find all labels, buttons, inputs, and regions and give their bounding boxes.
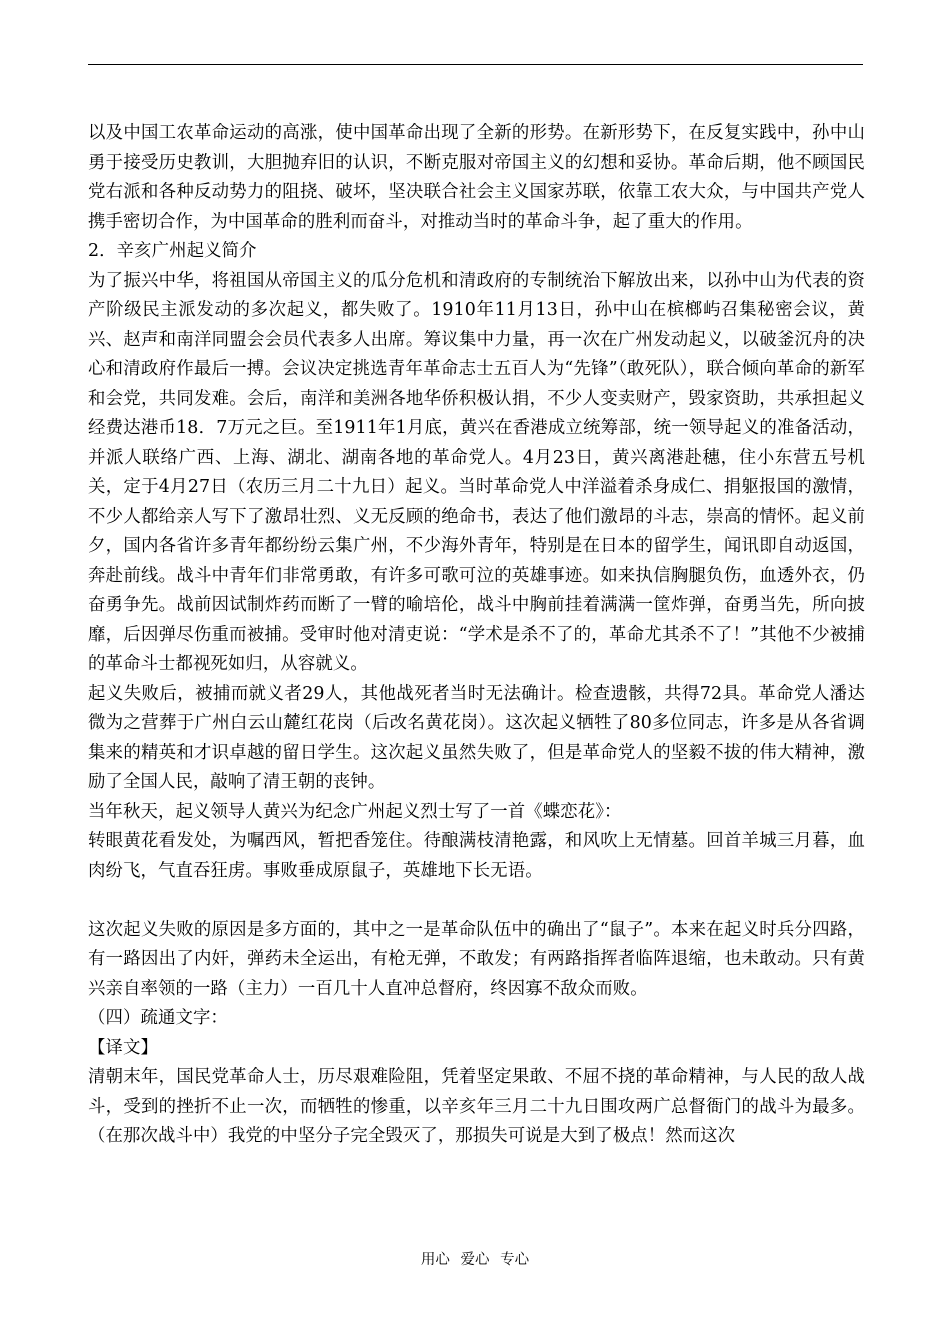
header-rule bbox=[88, 64, 863, 65]
paragraph-translation: 清朝末年，国民党革命人士，历尽艰难险阻，凭着坚定果敢、不屈不挠的革命精神，与人民的敌人战斗，受到的挫折不止一次，而牺牲的惨重，以辛亥年三月二十九日围攻两广总督衙门的战斗为最多。（在那次战斗中）我党的中坚分子完全毁灭了，那损失可说是大到了极点！然而这次 bbox=[88, 1067, 865, 1146]
document-body bbox=[88, 119, 865, 1152]
section-heading-text-interpretation: （四）疏通文字： bbox=[88, 1008, 228, 1028]
paragraph-poem-intro: 当年秋天，起义领导人黄兴为纪念广州起义烈士写了一首《蝶恋花》： bbox=[88, 801, 622, 822]
paragraph-uprising-background: 为了振兴中华，将祖国从帝国主义的瓜分危机和清政府的专制统治下解放出来，以孙中山为代表的资产阶级民主派发动的多次起义，都失败了。1910年11月13日，孙中山在槟榔屿召集秘密会议，黄兴、赵声和南洋同盟会会员代表多人出席。筹议集中力量，再一次在广州发动起义，以破釜沉舟的决心和清政府作最后一搏。会议决定挑选青年革命志士五百人为“先锋”（敢死队），联合倾向革命的新军和会党，共同发难。会后，南洋和美洲各地华侨积极认捐，不少人变卖财产，毁家资助，共承担起义经费达港币18．7万元之巨。至1911年1月底，黄兴在香港成立统筹部，统一领导起义的准备活动，并派人联络广西、上海、湖北、湖南各地的革命党人。4月23日，黄兴离港赴穗，住小东营五号机关，定于4月27日（农历三月二十九日）起义。当时革命党人中洋溢着杀身成仁、捐躯报国的激情，不少人都给亲人写下了激昂壮烈、义无反顾的绝命书，表达了他们激昂的斗志，崇高的情怀。起义前夕，国内各省许多青年都纷纷云集广州，不少海外青年，特别是在日本的留学生，闻讯即自动返国，奔赴前线。战斗中青年们非常勇敢，有许多可歌可泣的英雄事迹。如来执信胸腿负伤，血透外衣，仍奋勇争先。战前因试制炸药而断了一臂的喻培伦，战斗中胸前挂着满满一筐炸弹，奋勇当先，所向披靡，后因弹尽伤重而被捕。受审时他对清吏说：“学术是杀不了的，革命尤其杀不了！”其他不少被捕的革命斗士都视死如归，从容就义。 bbox=[88, 270, 865, 674]
paragraph-uprising-aftermath: 起义失败后，被捕而就义者29人，其他战死者当时无法确计。检查遗骸，共得72具。革命党人潘达微为之营葬于广州白云山麓红花岗（后改名黄花岗）。这次起义牺牲了80多位同志，许多是从各省调集来的精英和才识卓越的留日学生。这次起义虽然失败了，但是革命党人的坚毅不拔的伟大精神，激励了全国人民，敲响了清王朝的丧钟。 bbox=[88, 683, 865, 792]
section-heading-translation: 【译文】 bbox=[88, 1037, 158, 1058]
paragraph-sun-yatsen-conclusion: 以及中国工农革命运动的高涨，使中国革命出现了全新的形势。在新形势下，在反复实践中，孙中山勇于接受历史教训，大胆抛弃旧的认识，不断克服对帝国主义的幻想和妥协。革命后期，他不顾国民党右派和各种反动势力的阻挠、破坏，坚决联合社会主义国家苏联，依靠工农大众，与中国共产党人携手密切合作，为中国革命的胜利而奋斗，对推动当时的革命斗争，起了重大的作用。 bbox=[88, 123, 865, 232]
paragraph-poem-text: 转眼黄花看发处，为嘱西风，暂把香笼住。待酿满枝清艳露，和风吹上无情墓。回首羊城三月暮，血肉纷飞，气直吞狂虏。事败垂成原鼠子，英雄地下长无语。 bbox=[88, 831, 865, 881]
blank-line bbox=[88, 886, 865, 916]
section-heading-guangzhou-uprising: 2．辛亥广州起义简介 bbox=[88, 241, 257, 261]
paragraph-failure-reasons: 这次起义失败的原因是多方面的，其中之一是革命队伍中的确出了“鼠子”。本来在起义时兵分四路，有一路因出了内奸，弹药未全运出，有枪无弹，不敢发；有两路指挥者临阵退缩，也未敢动。只有黄兴亲自率领的一路（主力）一百几十人直冲总督府，终因寡不敌众而败。 bbox=[88, 919, 865, 999]
page-footer: 用心 爱心 专心 bbox=[420, 1252, 530, 1268]
